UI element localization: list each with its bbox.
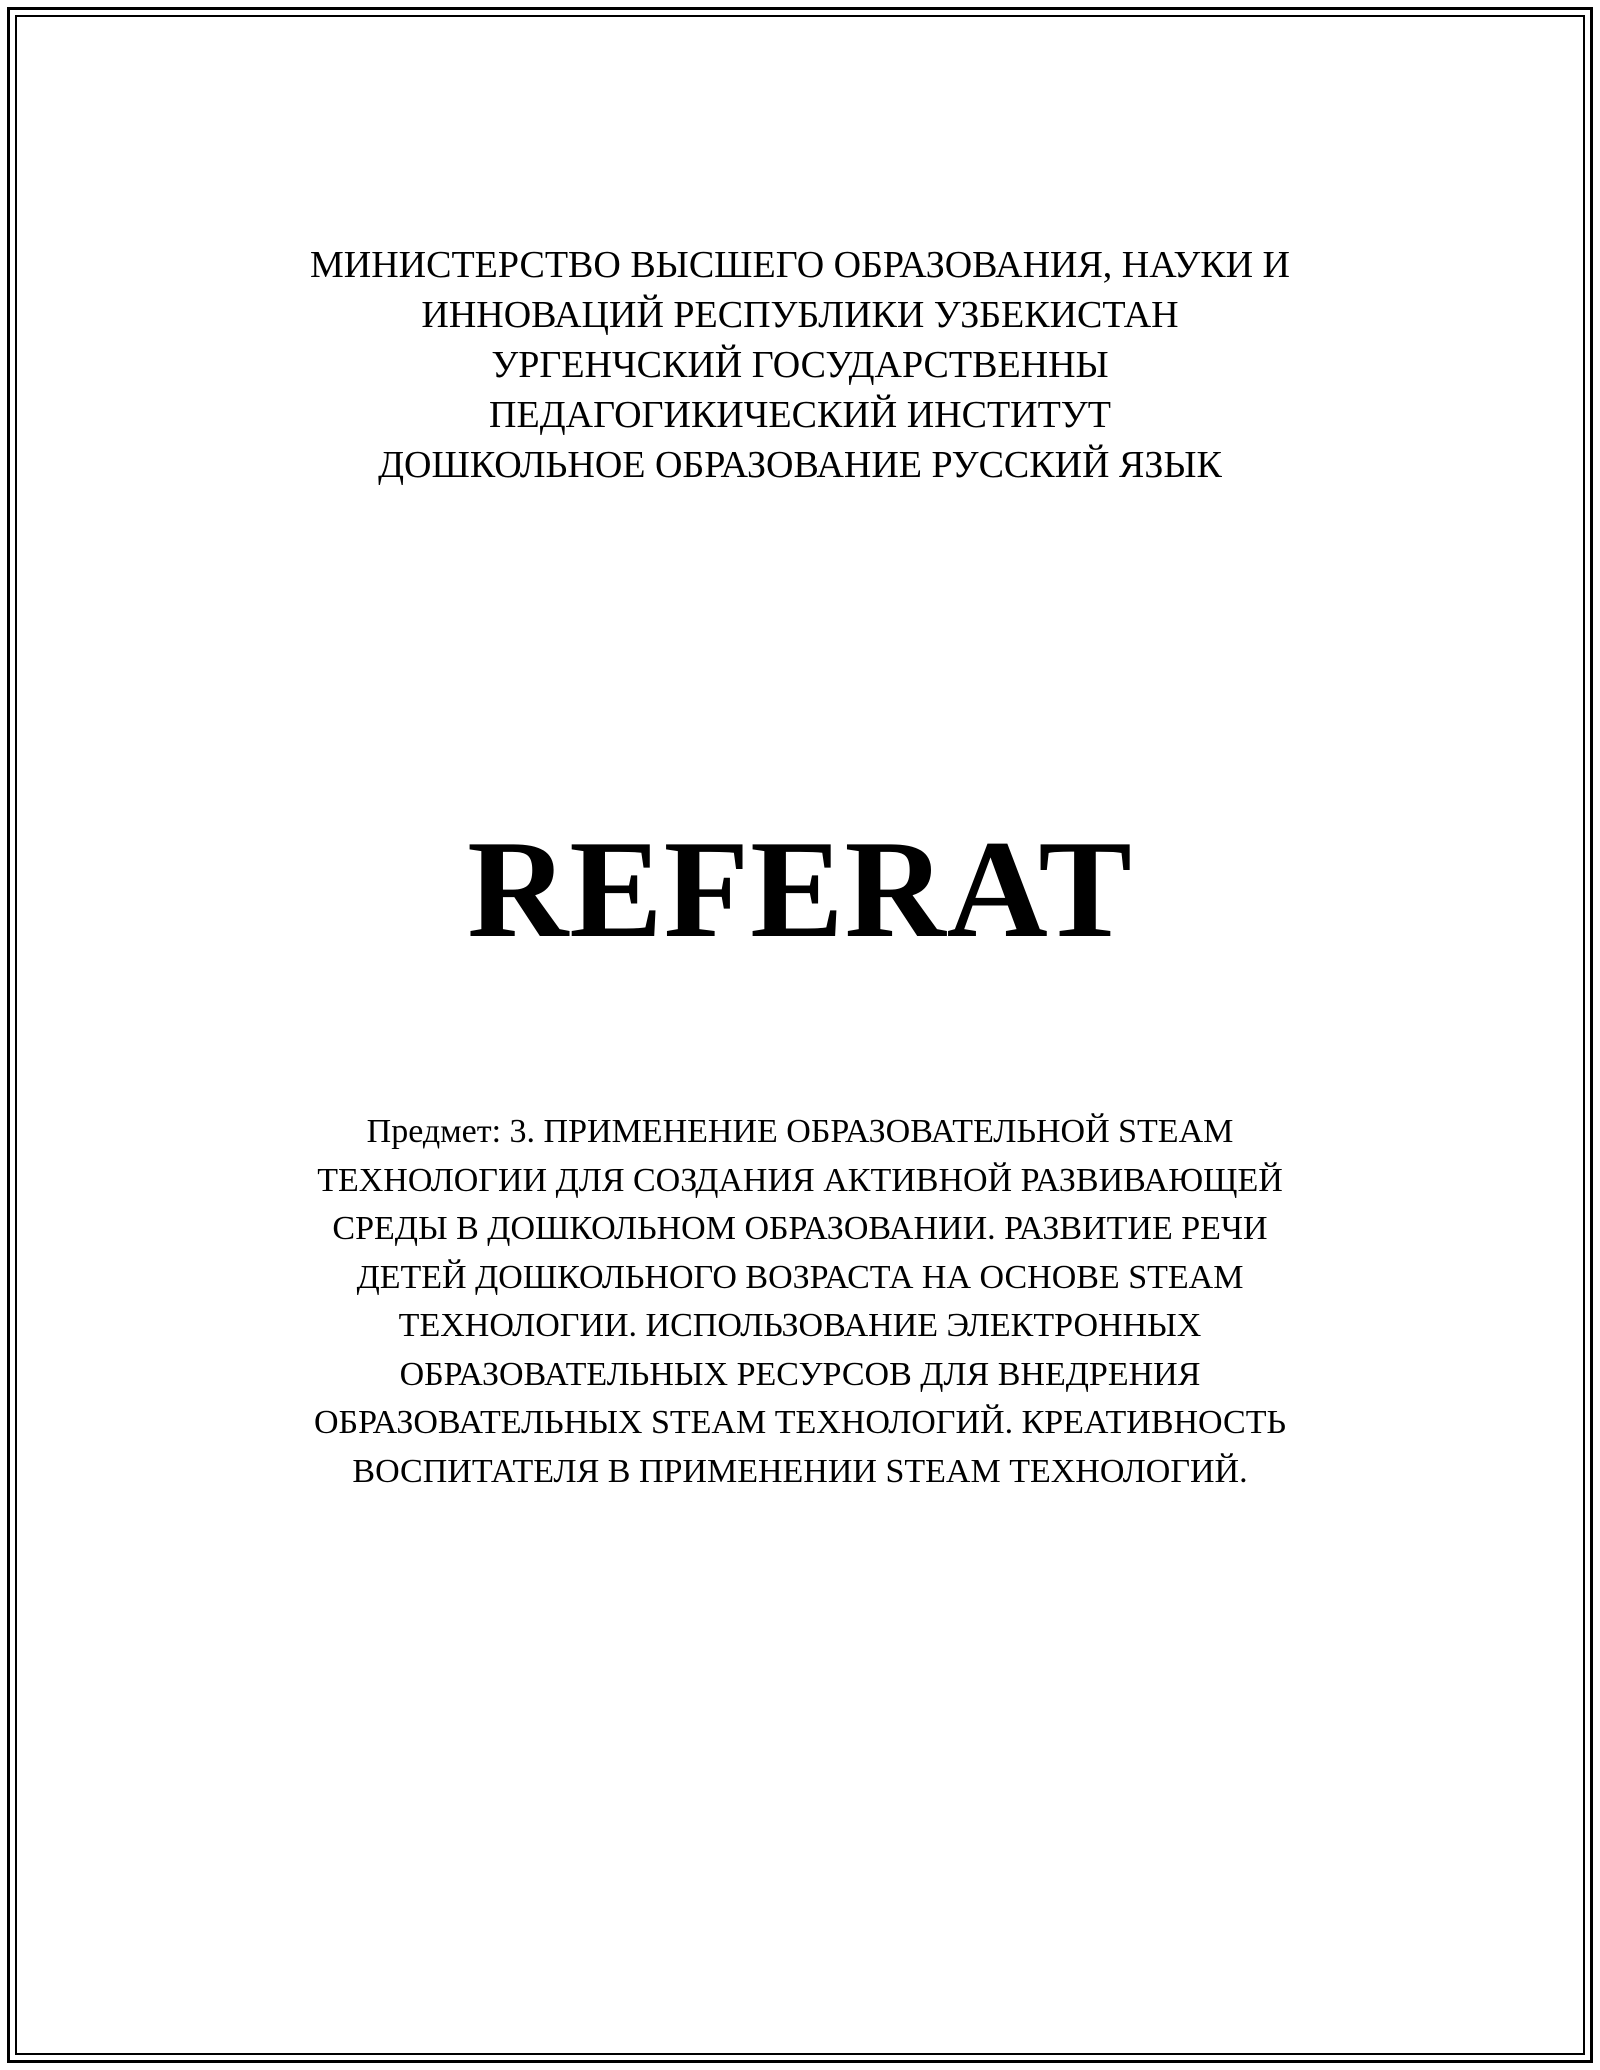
subject-line: ОБРАЗОВАТЕЛЬНЫХ РЕСУРСОВ ДЛЯ ВНЕДРЕНИЯ [399, 1355, 1201, 1393]
subject-line: ТЕХНОЛОГИИ. ИСПОЛЬЗОВАНИЕ ЭЛЕКТРОННЫХ [398, 1307, 1202, 1344]
subject-description [200, 1108, 1400, 1496]
header-line: УРГЕНЧСКИЙ ГОСУДАРСТВЕННЫ [491, 344, 1109, 386]
header-line: ДОШКОЛЬНОЕ ОБРАЗОВАНИЕ РУССКИЙ ЯЗЫК [378, 444, 1222, 486]
subject-line: Предмет: 3. ПРИМЕНЕНИЕ ОБРАЗОВАТЕЛЬНОЙ STEAM [366, 1113, 1234, 1150]
subject-line: ОБРАЗОВАТЕЛЬНЫХ STEAM ТЕХНОЛОГИЙ. КРЕАТИВНОСТЬ [314, 1404, 1286, 1441]
subject-line: ДЕТЕЙ ДОШКОЛЬНОГО ВОЗРАСТА НА ОСНОВЕ STEAM [356, 1258, 1244, 1296]
subject-line: ТЕХНОЛОГИИ ДЛЯ СОЗДАНИЯ АКТИВНОЙ РАЗВИВАЮЩЕЙ [317, 1161, 1283, 1199]
subject-line: СРЕДЫ В ДОШКОЛЬНОМ ОБРАЗОВАНИИ. РАЗВИТИЕ РЕЧИ [332, 1210, 1268, 1247]
header-line: ПЕДАГОГИКИЧЕСКИЙ ИНСТИТУТ [489, 394, 1111, 436]
header-line: ИННОВАЦИЙ РЕСПУБЛИКИ УЗБЕКИСТАН [421, 294, 1179, 336]
subject-line: ВОСПИТАТЕЛЯ В ПРИМЕНЕНИИ STEAM ТЕХНОЛОГИЙ. [352, 1452, 1248, 1490]
document-title: REFERAT [467, 812, 1133, 967]
institution-header [120, 240, 1480, 490]
header-line: МИНИСТЕРСТВО ВЫСШЕГО ОБРАЗОВАНИЯ, НАУКИ И [310, 244, 1290, 286]
